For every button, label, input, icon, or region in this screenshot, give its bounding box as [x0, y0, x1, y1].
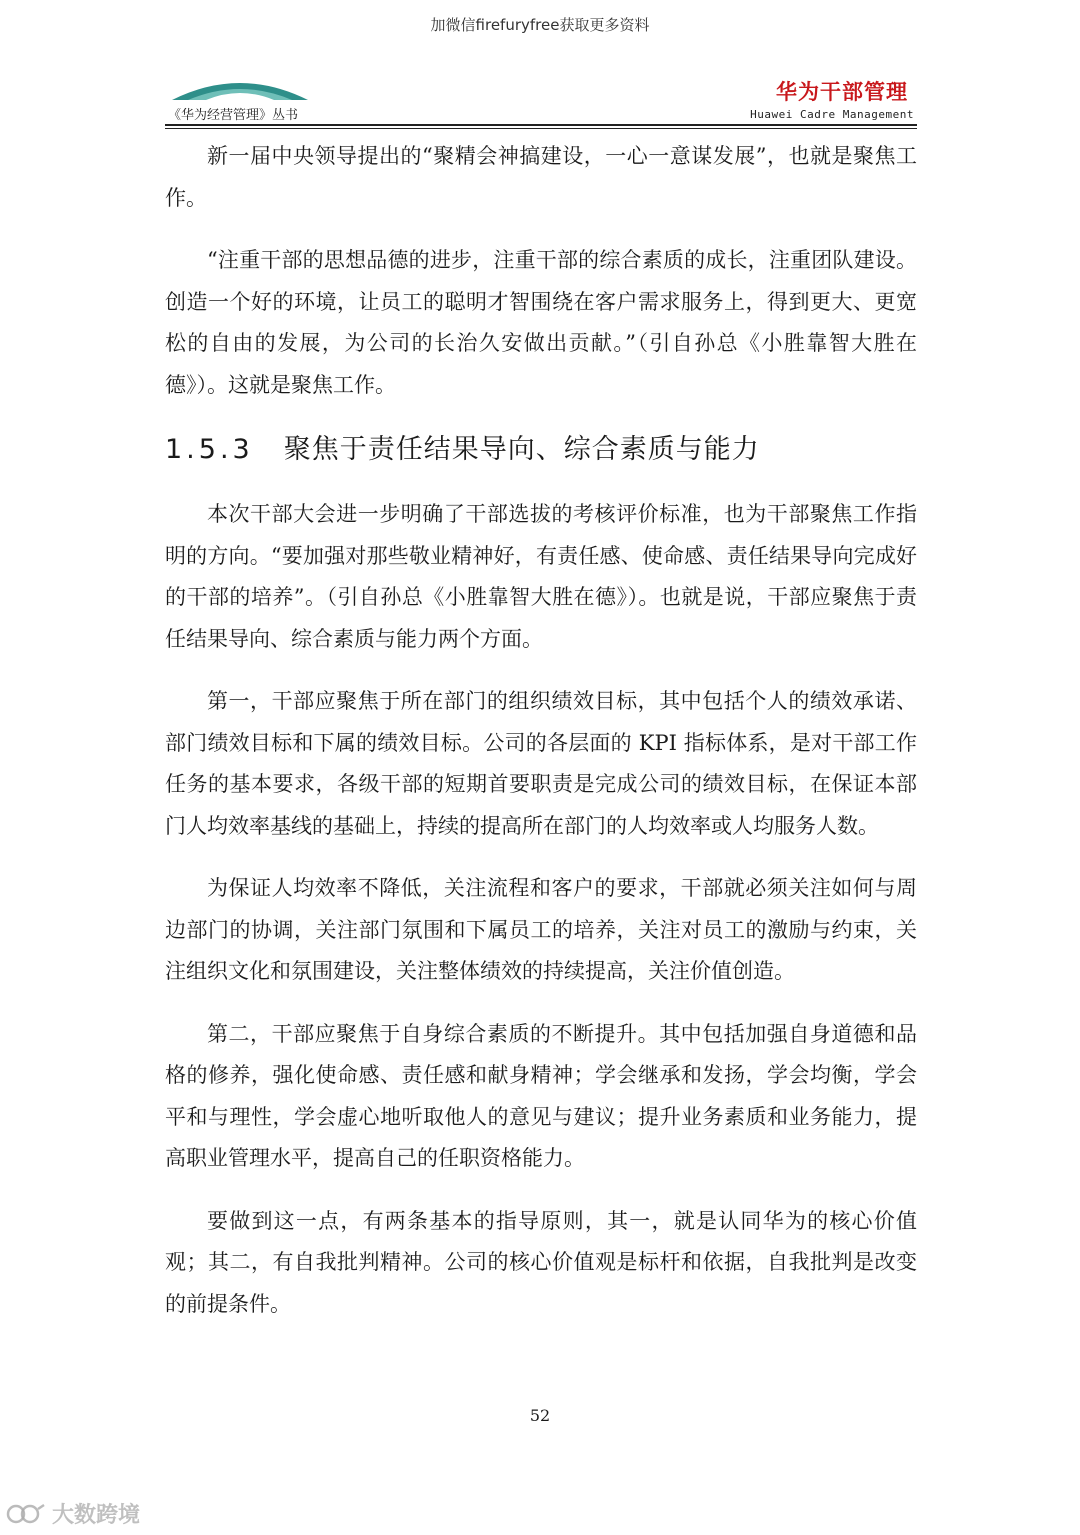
section-title: 聚焦于责任结果导向、综合素质与能力 [283, 434, 760, 465]
brand-title-en: Huawei Cadre Management [750, 108, 914, 121]
top-note: 加微信firefuryfree获取更多资料 [430, 16, 650, 34]
header-rule-thin [165, 128, 917, 129]
paragraph: 新一届中央领导提出的“聚精会神搞建设，一心一意谋发展”，也就是聚焦工作。 [165, 144, 917, 210]
paragraph: 要做到这一点，有两条基本的指导原则，其一，就是认同华为的核心价值观；其二，有自我批判精神。公司的核心价值观是标杆和依据，自我批判是改变的前提条件。 [165, 1208, 917, 1316]
page-number: 52 [529, 1406, 551, 1425]
series-logo-icon [170, 74, 310, 102]
paragraph: 第一，干部应聚焦于所在部门的组织绩效目标，其中包括个人的绩效承诺、部门绩效目标和下属的绩效目标。公司的各层面的 KPI 指标体系，是对干部工作任务的基本要求，各级干部的短期首要职责是完成公司的绩效目标，在保证本部门人均效率基线的基础上，持续的提高所在部门的人均效率或人均服务人数。 [165, 689, 917, 838]
brand-title-cn: 华为干部管理 [776, 80, 908, 104]
watermark [6, 1498, 140, 1529]
paragraph: “注重干部的思想品德的进步，注重干部的综合素质的成长，注重团队建设。创造一个好的环境，让员工的聪明才智围绕在客户需求服务上，得到更大、更宽松的自由的发展，为公司的长治久安做出贡献。”（引自孙总《小胜靠智大胜在德》）。这就是聚焦工作。 [165, 248, 917, 397]
page-body [165, 136, 917, 1346]
header-rule [165, 124, 917, 126]
section-heading [165, 427, 917, 466]
book-series-label: 《华为经营管理》丛书 [168, 108, 299, 123]
paragraph: 本次干部大会进一步明确了干部选拔的考核评价标准，也为干部聚焦工作指明的方向。“要加强对那些敬业精神好，有责任感、使命感、责任结果导向完成好的干部的培养”。（引自孙总《小胜靠智大胜在德》）。也就是说，干部应聚焦于责任结果导向、综合素质与能力两个方面。 [165, 502, 917, 651]
section-number: 1.5.3 [165, 434, 254, 465]
paragraph: 第二，干部应聚焦于自身综合素质的不断提升。其中包括加强自身道德和品格的修养，强化使命感、责任感和献身精神；学会继承和发扬，学会均衡，学会平和与理性，学会虚心地听取他人的意见与建议；提升业务素质和业务能力，提高职业管理水平，提高自己的任职资格能力。 [165, 1021, 917, 1170]
watermark-logo-icon [6, 1501, 46, 1527]
paragraph: 为保证人均效率不降低，关注流程和客户的要求，干部就必须关注如何与周边部门的协调，关注部门氛围和下属员工的培养，关注对员工的激励与约束，关注组织文化和氛围建设，关注整体绩效的持续提高，关注价值创造。 [165, 876, 917, 983]
watermark-text: 大数跨境 [52, 1503, 141, 1528]
